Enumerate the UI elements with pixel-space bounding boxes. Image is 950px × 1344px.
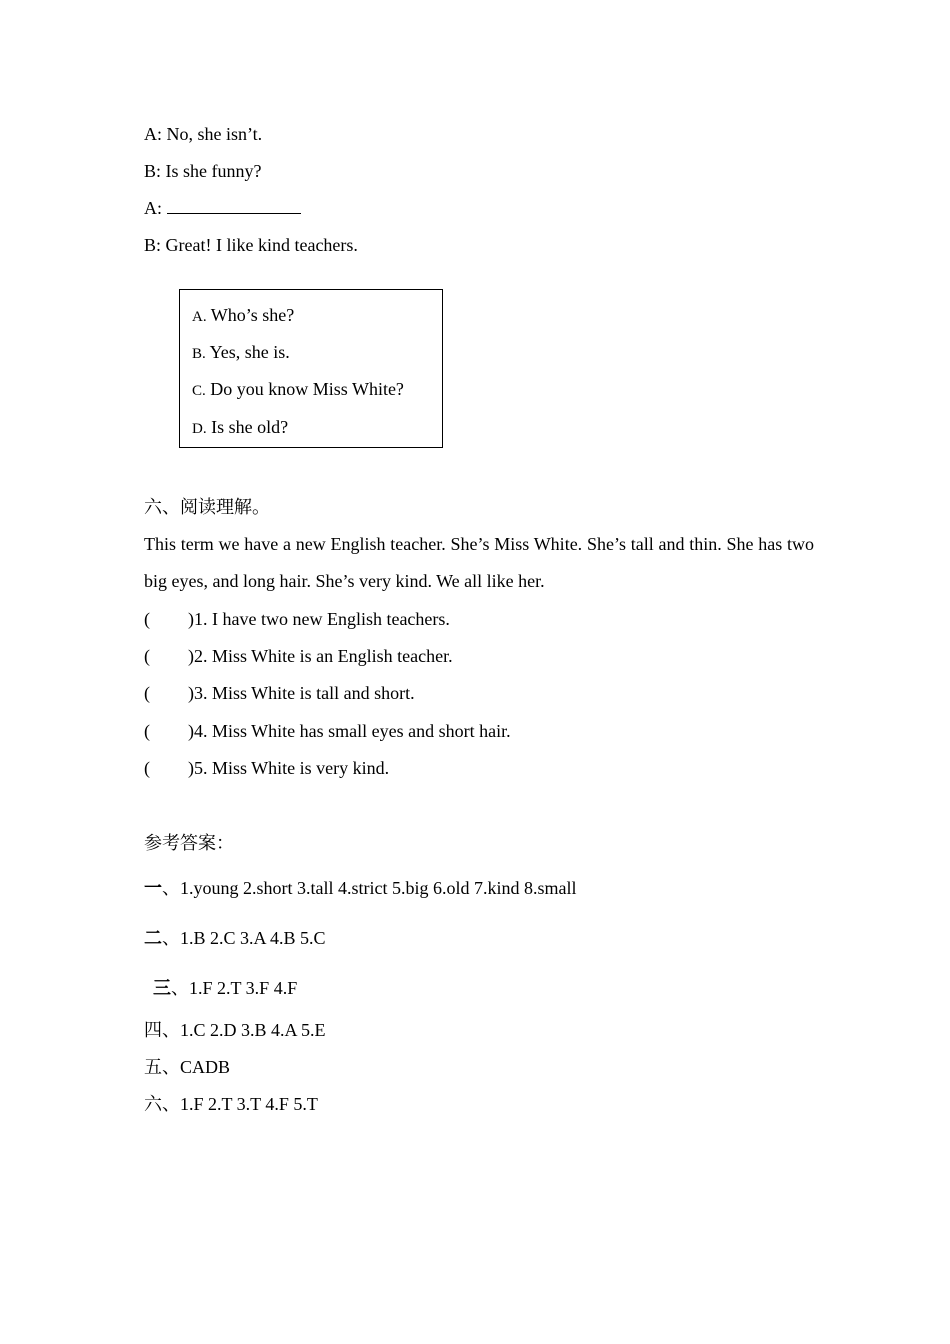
- answer-section-1: [144, 877, 576, 899]
- question-5: [144, 757, 389, 779]
- dialogue-line-4: B: Great! I like kind teachers.: [144, 235, 358, 255]
- answer-section-text: 、1.C 2.D 3.B 4.A 5.E: [162, 1020, 326, 1040]
- question-text: )1. I have two new English teachers.: [188, 609, 450, 629]
- answer-paren[interactable]: (: [144, 646, 150, 666]
- option-b: [192, 341, 290, 365]
- dialogue-line-1: A: No, she isn’t.: [144, 124, 263, 144]
- answer-section-2: [144, 927, 326, 949]
- options-box: [179, 289, 443, 448]
- answer-section-label: 六: [144, 1094, 162, 1114]
- answer-section-text: 、1.F 2.T 3.T 4.F 5.T: [162, 1094, 318, 1114]
- answer-section-4: [144, 1019, 326, 1041]
- answer-section-text: 、1.B 2.C 3.A 4.B 5.C: [162, 928, 326, 948]
- question-2: [144, 645, 453, 667]
- dialogue-line-3: [144, 197, 301, 219]
- question-3: [144, 682, 415, 704]
- option-text: Do you know Miss White?: [205, 379, 404, 399]
- option-d: [192, 416, 288, 440]
- answer-section-label: 一: [144, 878, 162, 898]
- answer-paren[interactable]: (: [144, 609, 150, 629]
- answer-section-label: 二: [144, 928, 162, 948]
- option-letter: C.: [192, 383, 206, 399]
- answers-heading: 参考答案：: [144, 833, 234, 853]
- answer-paren[interactable]: (: [144, 758, 150, 778]
- answer-section-text: 、1.young 2.short 3.tall 4.strict 5.big 6.old 7.kind 8.small: [162, 878, 577, 898]
- question-text: )5. Miss White is very kind.: [188, 758, 390, 778]
- reading-heading: 六、阅读理解。: [144, 497, 270, 517]
- reading-passage: This term we have a new English teacher. She’s Miss White. She’s tall and thin. She has two big eyes, and long hair. She’s very kind. We all like her.: [144, 534, 814, 591]
- answer-paren[interactable]: (: [144, 721, 150, 741]
- question-1: [144, 608, 450, 630]
- answer-section-5: [144, 1056, 230, 1078]
- question-4: [144, 720, 511, 742]
- answer-section-label: 四: [144, 1020, 162, 1040]
- answer-blank[interactable]: [167, 197, 301, 214]
- answer-section-3: [153, 977, 297, 999]
- option-c: [192, 378, 404, 402]
- answer-section-6: [144, 1093, 318, 1115]
- question-text: )4. Miss White has small eyes and short hair.: [188, 721, 511, 741]
- option-text: Is she old?: [206, 417, 289, 437]
- option-text: Who’s she?: [206, 305, 295, 325]
- option-letter: A.: [192, 309, 207, 325]
- answer-section-text: 、1.F 2.T 3.F 4.F: [171, 978, 298, 998]
- answer-paren[interactable]: (: [144, 683, 150, 703]
- answer-section-label: 三: [153, 978, 171, 998]
- answer-section-label: 五: [144, 1057, 162, 1077]
- dialogue-line-3-prefix: A:: [144, 198, 167, 218]
- question-text: )2. Miss White is an English teacher.: [188, 646, 453, 666]
- option-letter: D.: [192, 421, 207, 437]
- option-a: [192, 304, 294, 328]
- option-letter: B.: [192, 346, 206, 362]
- answer-section-text: 、CADB: [162, 1057, 231, 1077]
- dialogue-line-2: B: Is she funny?: [144, 161, 262, 181]
- question-text: )3. Miss White is tall and short.: [188, 683, 415, 703]
- option-text: Yes, she is.: [205, 342, 290, 362]
